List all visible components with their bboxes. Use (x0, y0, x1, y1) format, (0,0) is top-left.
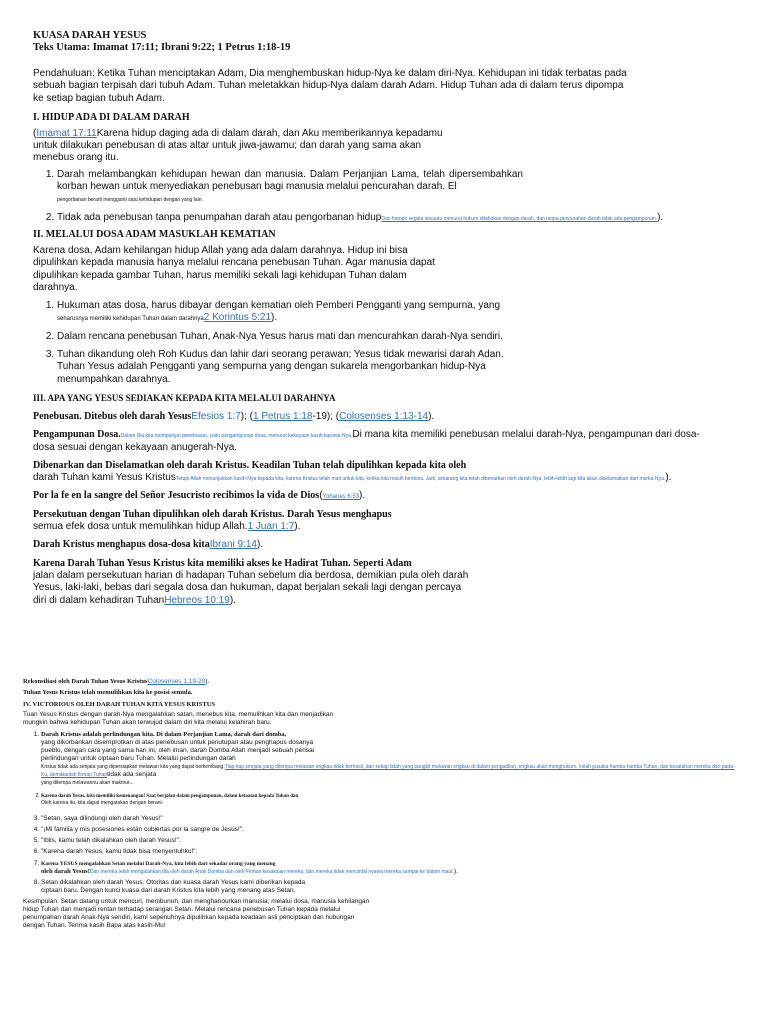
part2-reconciliation: Rekonsiliasi oleh Darah Tuhan Yesus KristusColosenses 1:19-20). (23, 678, 210, 685)
ref-link[interactable]: 1 Petrus 1:18 (252, 410, 313, 422)
sec3-p7: Karena Darah Tuhan Yesus Kristus kita memiliki akses ke Hadirat Tuhan. Seperti Adam jalan dalam persekutuan harian di hadapan Tuhan sebelum dia berdosa, demikian pula oleh darah Yesus, laki-laki, bebas dari segala dosa dan hukuman, dapat berjalan sekali lagi dengan percaya diri di dalam kehadiran TuhanHebreos 10:19). (33, 557, 469, 606)
document-page-top (33, 30, 743, 607)
section-heading-3: III. APA YANG YESUS SEDIAKAN KEPADA KITA MELALUI DARAHNYA (33, 392, 336, 403)
sec2-paragraph: Karena dosa, Adam kehilangan hidup Allah yang ada dalam darahnya. Hidup ini bisa dipulihkan kepada manusia hanya melalui rencana penebusan Tuhan. Agar manusia dapat dipulihkan kepada gambar Tuhan, harus memiliki sekali lagi kehidupan Tuhan dalam darahnya. (33, 244, 435, 293)
sec3-p6: Darah Kristus menghapus dosa-dosa kitaIbrani 9:14). (33, 539, 264, 551)
list-item: 6. "Karena darah Yesus, kamu tidak bisa menyentuhku!". (41, 848, 745, 856)
sec3-p2: Pengampunan Dosa.Dalam Dia kita mempunyai penebusan, yaitu pengampunan dosa, menurut kekayaan kasih karunia-Nya.Di mana kita memiliki penebusan melalui darah-Nya, pengampunan dari dosa-dosa sesuai dengan kekayaan anugerah-Nya. (33, 429, 700, 453)
section-heading-4: IV. VICTORIOUS OLEH DARAH TUHAN KITA YESUS KRISTUS (23, 701, 216, 708)
ref-link[interactable]: Hebreos 10:19 (164, 594, 230, 606)
ref-link[interactable]: Efesios 1:7 (191, 410, 241, 422)
list-item: 7. Karena YESUS mengalahkan Setan melalui Darah-Nya, kita lebih dari sekadar orang yang menang oleh darah Yesus!Dan mereka telah mengalahkan dia oleh darah Anak Domba dan oleh Firman kesaksian mereka; dan mereka tidak mencintai nyawa mereka sampai ke dalam maut.). (41, 860, 741, 876)
list-item: 1. Hukuman atas dosa, harus dibayar dengan kematian oleh Pemberi Pengganti yang sempurna, yang seharusnya memiliki kehidupan Tuhan dalam darahnya2 Korintus 5:21). (57, 300, 523, 325)
list-item: 2. Karena darah Yesus, kita memiliki kemenangan! Saat berjalan dalam pengampunan, dalam ketaatan kepada Tuhan dan Oleh karena itu, kita dapat mengatakan dengan berani: (41, 793, 745, 807)
ref-link[interactable]: Colosenses 1:19-20 (147, 678, 206, 685)
sec1-list (33, 169, 743, 224)
part2-restored: Tuhan Yesus Kristus telah memulihkan kita ke posisi semula. (23, 689, 193, 696)
sec1-paragraph: (Imamat 17:11Karena hidup daging ada di dalam darah, dan Aku memberikannya kepadamu untuk dilakukan penebusan di atas altar untuk jiwa-jawamu; dan darah yang sama akan menebus orang itu. (33, 127, 443, 164)
sec3-p1: Penebusan. Ditebus oleh darah YesusEfesios 1:7); (1 Petrus 1:18-19); (Colosenses 1:13-14). (33, 410, 435, 422)
ref-link[interactable]: 1 Juan 1:7 (247, 521, 295, 533)
sec4-list (23, 731, 745, 895)
ref-link[interactable]: Colosenses 1:13-14 (339, 410, 429, 422)
conclusion-paragraph: Kesimpulan: Setan datang untuk mencuri, membunuh, dan menghanourkan manusia; melalui dosa, manusia kehilangan hidup Tuhan dan menjadi rentan terhadap serangan Setan. Melalui rencana penebusan Tuhan kepada melalui penumpahan darah Anak-Nya sendiri, kami sepenuhnya dipulihkan kepada keadaan asli penciptaan dan hubungan dengan Tuhan. Terima kasih Bapa atas kasih-Mu! (23, 898, 370, 929)
ref-link[interactable]: Ibrani 9:14 (209, 539, 257, 551)
document-title: KUASA DARAH YESUS (33, 30, 147, 41)
section-heading-1: I. HIDUP ADA DI DALAM DARAH (33, 111, 190, 123)
list-item: 5. "Iblis, kamu telah dikalahkan oleh darah Yesus!". (41, 837, 745, 845)
sec2-list (33, 300, 743, 386)
ref-link[interactable]: Imamat 17:11 (36, 127, 97, 139)
ref-link[interactable]: Yohanes 6:53 (322, 494, 360, 501)
list-item: 8. Setan dikalahkan oleh darah Yesus. Otoritas dan kuasa darah Yesus kami diberikan kepada ciptaan baru. Dengan kunci kuasa dari darah Kristus kita lebih yang menang atas Setan. (41, 879, 321, 895)
document-page-bottom (23, 678, 745, 930)
section-heading-2: II. MELALUI DOSA ADAM MASUKLAH KEMATIAN (33, 228, 276, 240)
list-item: 3. Tuhan dikandung oleh Roh Kudus dan lahir dari seorang perawan; Yesus tidak mewarisi darah Adan. Tuhan Yesus adalah Pengganti yang sempurna yang dengan sukarela mengorbankan hidup-Nya menumpahkan darahnya. (57, 349, 523, 386)
intro-paragraph: Pendahuluan: Ketika Tuhan menciptakan Adam, Dia menghembuskan hidup-Nya ke dalam diri-Nya. Kehidupan ini tidak terbatas pada sebuah bagian terpisah dari tubuh Adam. Tuhan meletakkan hidup-Nya dalam darah Adam. Hidup Tuhan ada di dalam terus dipompa ke setiap bagian tubuh Adam. (33, 68, 627, 104)
sec3-p5: Persekutuan dengan Tuhan dipulihkan oleh darah Kristus. Darah Yesus menghapus semua efek dosa untuk memulihkan hidup Allah.1 Juan 1:7). (33, 508, 392, 533)
list-item: 2. Dalam rencana penebusan Tuhan, Anak-Nya Yesus harus mati dan mencurahkan darah-Nya sendiri. (57, 331, 743, 343)
list-item: 2. Tidak ada penebusan tanpa penumpahan darah atau pengorbanan hidupDan hampir segala sesuatu menurut hukum ditahirkan dengan darah, dan tanpa pencurahan darah tidak ada pengampunan.). (57, 212, 747, 224)
list-item: 1. Darah melambangkan kehidupan hewan dan manusia. Dalam Perjanjian Lama, telah dipersembahkan korban hewan untuk menyediakan penebusan bagi manusia melalui pencurahan darah. El pengorbanan berarti mengganti satu kehidupan dengan yang lain. (57, 169, 523, 206)
sec3-p4: Por la fe en la sangre del Señor Jesucristo recibimos la vida de Dios(Yohanes 6:53). (33, 490, 366, 502)
part2-intro: Tuan Yesus Kristus dengan darah-Nya mengalahkan satan, menebus kita, memulihkan kita dan menjadikan mungkin bahwa kehidupan Tuhan akan terwujud dalam diri kita melalui kelahiran baru. (23, 711, 334, 726)
list-item: 3. "Setan, saya dilindungi oleh darah Yesus!" (41, 815, 745, 823)
list-item: 4. "¡Mi familia y mis posesiones están cubiertas por la sangre de Jesús!". (41, 826, 745, 834)
sec3-p3: Dibenarkan dan Diselamatkan oleh darah Kristus. Keadilan Tuhan telah dipulihkan kepada kita oleh darah Tuhan kami Yesus KristusTetapi Allah menunjukkan kasih-Nya kepada kita, karena Kristus telah mati untuk kita, ketika kita masih berdosa. Jadi, sekarang kita telah dibenarkan oleh darah-Nya, lebih-lebih lagi kita akan diselamatkan dari murka-Nya.). (33, 459, 672, 484)
ref-link[interactable]: 2 Korintus 5:21 (203, 312, 272, 324)
document-subtitle: Teks Utama: Imamat 17:11; Ibrani 9:22; 1 Petrus 1:18-19 (33, 42, 291, 53)
list-item: 1. Darah Kristus adalah perlindungan kita. Di dalam Perjanjian Lama, darah dari domba, yang dikorbankan disemprotkan di atas penebusan untuk penutupan atau penghapus dosanya pueblo, dengan cara yang sama hari ini, oleh iman, darah Domba Allah menjadi sebuah perisai perlindungan untuk ciptaan baru Tuhan. Melalui perlindungan darah Kristus tidak ada senjata yang dipersiapkan melawan kita yang dapat berkembang.Tiap-tiap senjata yang ditempa melawan engkau tidak berhasil, dan setiap lidah yang bangkit melawan engkau di dalam pengadilan, engkau akan menghukum. Inilah pusaka hamba-hamba Tuhan, dan kesalahan mereka dari pada-Ku, demikianlah firman Tuhantidak ada senjata yang ditempa melawannu akan makmur... (41, 731, 741, 787)
ref-link[interactable]: Dan hampir segala sesuatu menurut hukum ditahirkan dengan darah, dan tanpa pencurahan darah tidak ada pengampunan. (381, 215, 658, 222)
